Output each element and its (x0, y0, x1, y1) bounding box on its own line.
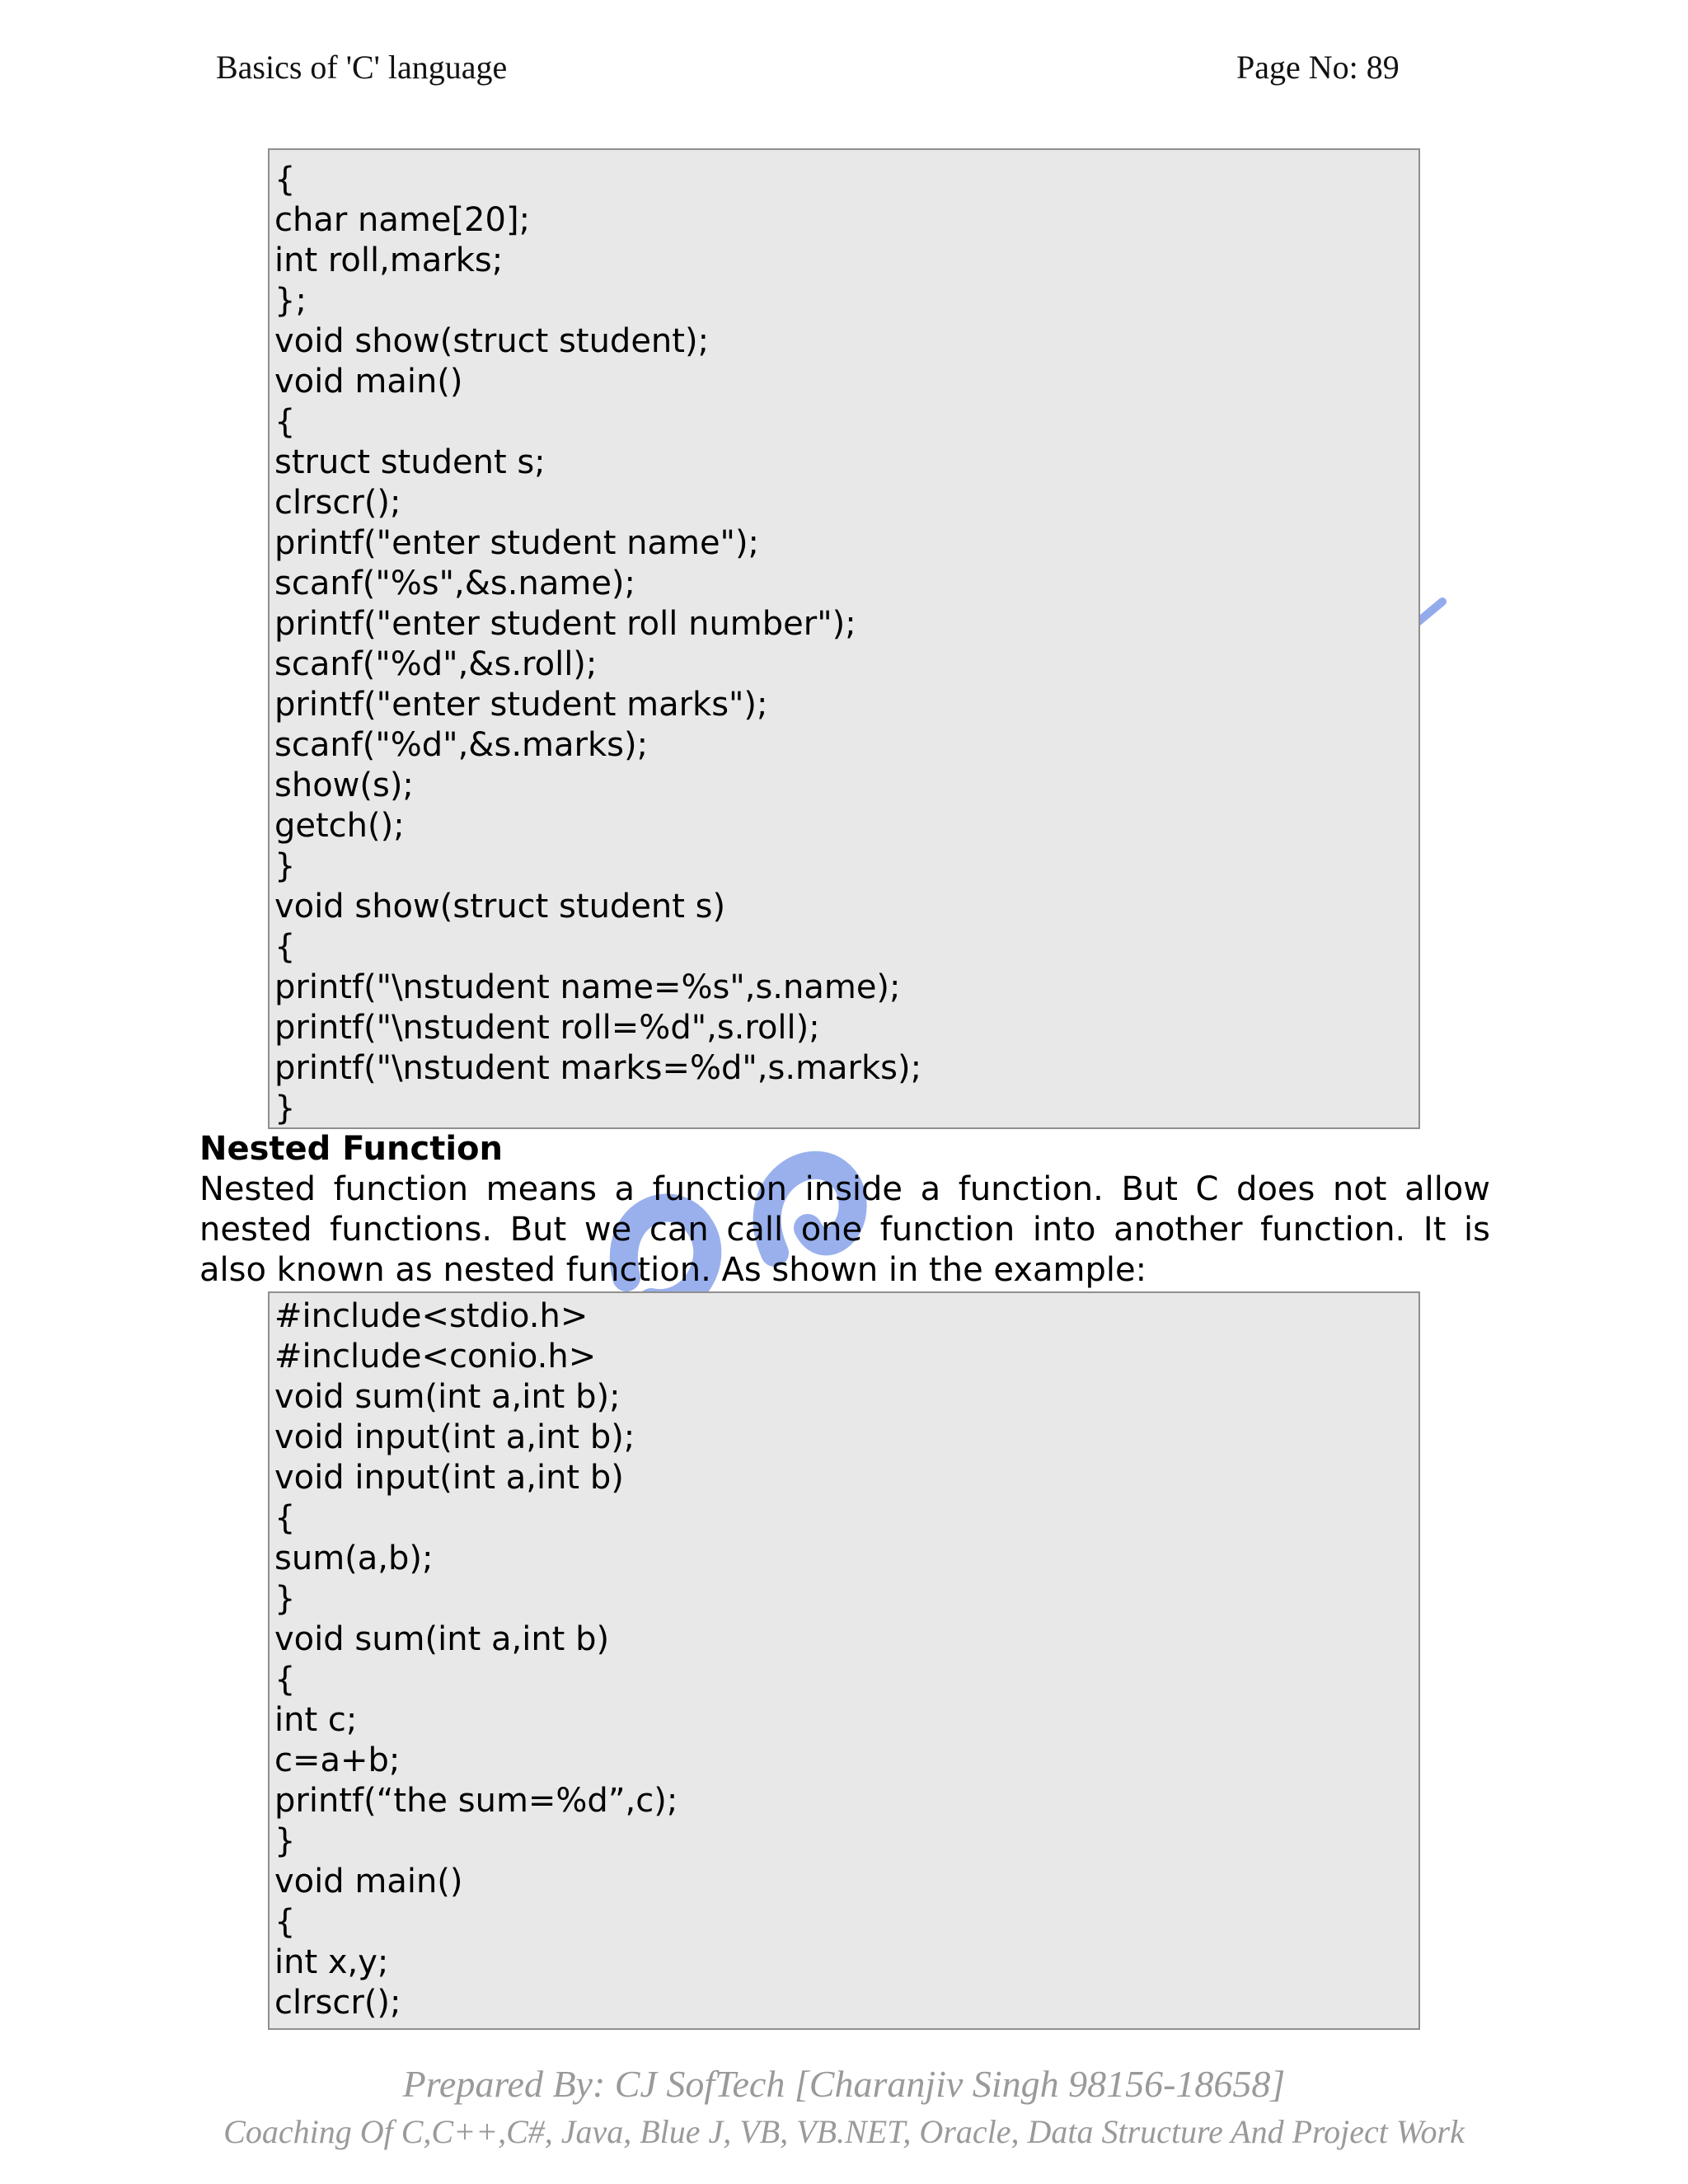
paragraph-line: nested functions. But we can call one function into another function. It is (199, 1211, 1490, 1249)
page-number: Page No: 89 (1236, 49, 1400, 86)
code-line: printf("enter student roll number"); (274, 605, 856, 643)
code-line: void show(struct student s) (274, 888, 726, 926)
code-line: { (274, 1499, 296, 1537)
code-line: sum(a,b); (274, 1540, 434, 1577)
code-line: { (274, 1661, 296, 1699)
code-line: void input(int a,int b); (274, 1418, 635, 1456)
code-line: printf("\nstudent name=%s",s.name); (274, 968, 901, 1006)
code-line: } (274, 847, 296, 885)
paragraph-line: Nested function means a function inside a function. But C does not allow (199, 1170, 1490, 1208)
code-line: } (274, 1580, 296, 1618)
code-line: void main() (274, 363, 463, 401)
code-line: void sum(int a,int b); (274, 1378, 621, 1416)
code-line: #include<stdio.h> (274, 1297, 588, 1335)
code-line: void sum(int a,int b) (274, 1620, 610, 1658)
code-line: printf("enter student name"); (274, 524, 760, 562)
code-block-struct-example (268, 148, 1420, 1129)
code-line: int x,y; (274, 1943, 389, 1981)
code-line: { (274, 161, 296, 199)
code-line: clrscr(); (274, 1984, 401, 2022)
code-line: void main() (274, 1863, 463, 1900)
code-line: clrscr(); (274, 484, 401, 522)
code-line: int roll,marks; (274, 241, 504, 279)
code-line: c=a+b; (274, 1741, 401, 1779)
code-line: #include<conio.h> (274, 1338, 597, 1376)
code-line: }; (274, 282, 307, 320)
code-line: } (274, 1822, 296, 1860)
code-line: } (274, 1090, 296, 1127)
section-paragraph (199, 1169, 1490, 1291)
code-line: void show(struct student); (274, 322, 710, 360)
code-line: printf("\nstudent roll=%d",s.roll); (274, 1009, 820, 1047)
code-line: printf("enter student marks"); (274, 686, 768, 724)
paragraph-line: also known as nested function. As shown in the example: (199, 1251, 1147, 1289)
section-heading: Nested Function (199, 1130, 504, 1168)
code-block-nested-function-example (268, 1291, 1420, 2030)
code-line: getch(); (274, 807, 405, 845)
code-line: struct student s; (274, 443, 546, 481)
code-line: scanf("%s",&s.name); (274, 565, 636, 602)
code-line: void input(int a,int b) (274, 1459, 624, 1497)
document-title: Basics of 'C' language (216, 49, 508, 86)
code-line: printf(“the sum=%d”,c); (274, 1782, 678, 1820)
footer-prepared-by: Prepared By: CJ SofTech [Charanjiv Singh 98156-18658] (402, 2063, 1286, 2105)
code-line: { (274, 1903, 296, 1941)
code-line: int c; (274, 1701, 358, 1739)
code-line: printf("\nstudent marks=%d",s.marks); (274, 1049, 922, 1087)
code-line: char name[20]; (274, 201, 531, 239)
footer-coaching-info: Coaching Of C,C++,C#, Java, Blue J, VB, VB.NET, Oracle, Data Structure And Project Work (223, 2113, 1465, 2150)
code-line: scanf("%d",&s.marks); (274, 726, 649, 764)
code-line: scanf("%d",&s.roll); (274, 645, 598, 683)
code-line: show(s); (274, 766, 414, 804)
code-line: { (274, 403, 296, 441)
code-line: { (274, 928, 296, 966)
